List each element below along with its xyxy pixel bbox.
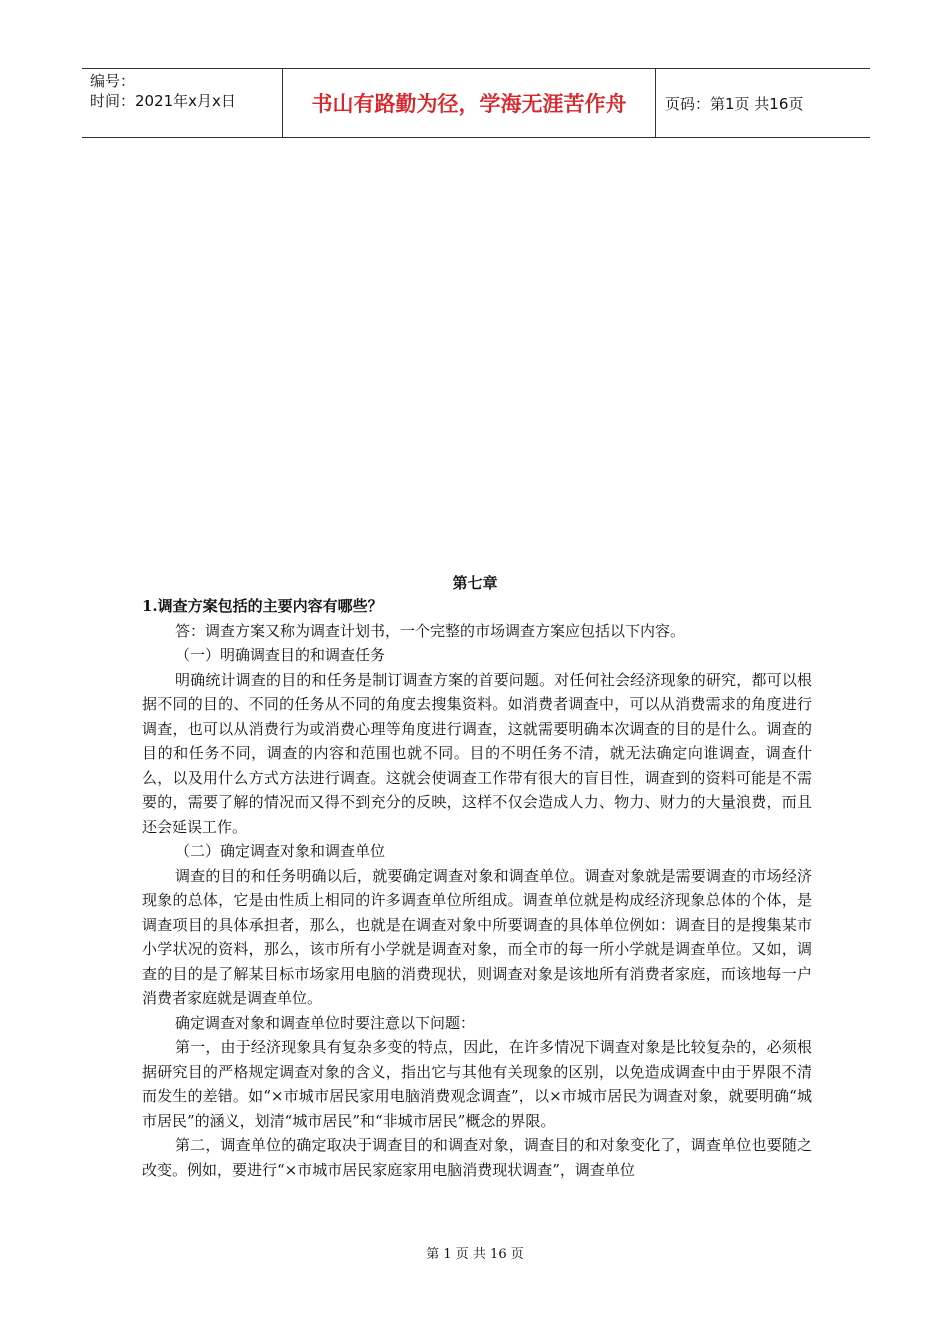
section-heading-2: （二）确定调查对象和调查单位	[175, 842, 386, 860]
paragraph: 明确统计调查的目的和任务是制订调查方案的首要问题。对任何社会经济现象的研究，都可以根据不同的目的、不同的任务从不同的角度去搜集资料。如消费者调查中，可以从消费需求的角度进行调查，也可以从消费行为或消费心理等角度进行调查，这就需要明确本次调查的目的是什么。调查的目的和任务不同，调查的内容和范围也就不同。目的不明任务不清，就无法确定向谁调查，调查什么，以及用什么方式方法进行调查。这就会使调查工作带有很大的盲目性，调查到的资料可能是不需要的，需要了解的情况而又得不到充分的反映，这样不仅会造成人力、物力、财力的大量浪费，而且还会延误工作。	[142, 670, 812, 836]
paragraph: 调查的目的和任务明确以后，就要确定调查对象和调查单位。调查对象就是需要调查的市场经济现象的总体，它是由性质上相同的许多调查单位所组成。调查单位就是构成经济现象总体的个体，是调查项目的具体承担者，那么，也就是在调查对象中所要调查的具体单位例如：调查目的是搜集某市小学状况的资料，那么，该市所有小学就是调查对象，而全市的每一所小学就是调查单位。又如，调查的目的是了解某目标市场家用电脑的消费现状，则调查对象是该地所有消费者家庭，而该地每一户消费者家庭就是调查单位。	[142, 866, 812, 1007]
header-motto: 书山有路勤为径，学海无涯苦作舟	[282, 69, 656, 137]
chapter-title: 第七章	[452, 574, 498, 592]
paragraph: 第二，调查单位的确定取决于调查目的和调查对象，调查目的和对象变化了，调查单位也要随之改变。例如，要进行“×市城市居民家庭家用电脑消费现状调查”，调查单位	[142, 1136, 812, 1179]
document-header	[82, 68, 870, 138]
date-label: 时间：2021年x月x日	[90, 92, 236, 110]
section-heading-1: （一）明确调查目的和调查任务	[175, 646, 386, 664]
header-page-info: 页码：第1页 共16页	[665, 94, 804, 113]
number-label: 编号：	[90, 72, 136, 90]
answer-intro: 答：调查方案又称为调查计划书，一个完整的市场调查方案应包括以下内容。	[175, 621, 686, 640]
page-footer: 第 1 页 共 16 页	[426, 1247, 524, 1262]
header-meta-cell	[82, 69, 282, 137]
paragraph: 确定调查对象和调查单位时要注意以下问题：	[175, 1013, 476, 1032]
document-body	[142, 594, 812, 1182]
question-heading: 1.调查方案包括的主要内容有哪些？	[142, 597, 383, 615]
paragraph: 第一，由于经济现象具有复杂多变的特点，因此，在许多情况下调查对象是比较复杂的，必须根据研究目的严格规定调查对象的含义，指出它与其他有关现象的区别，以免造成调查中由于界限不清而发生的差错。如“×市城市居民家用电脑消费观念调查”，以×市城市居民为调查对象，就要明确“城市居民”的涵义，划清“城市居民”和“非城市居民”概念的界限。	[142, 1038, 812, 1130]
